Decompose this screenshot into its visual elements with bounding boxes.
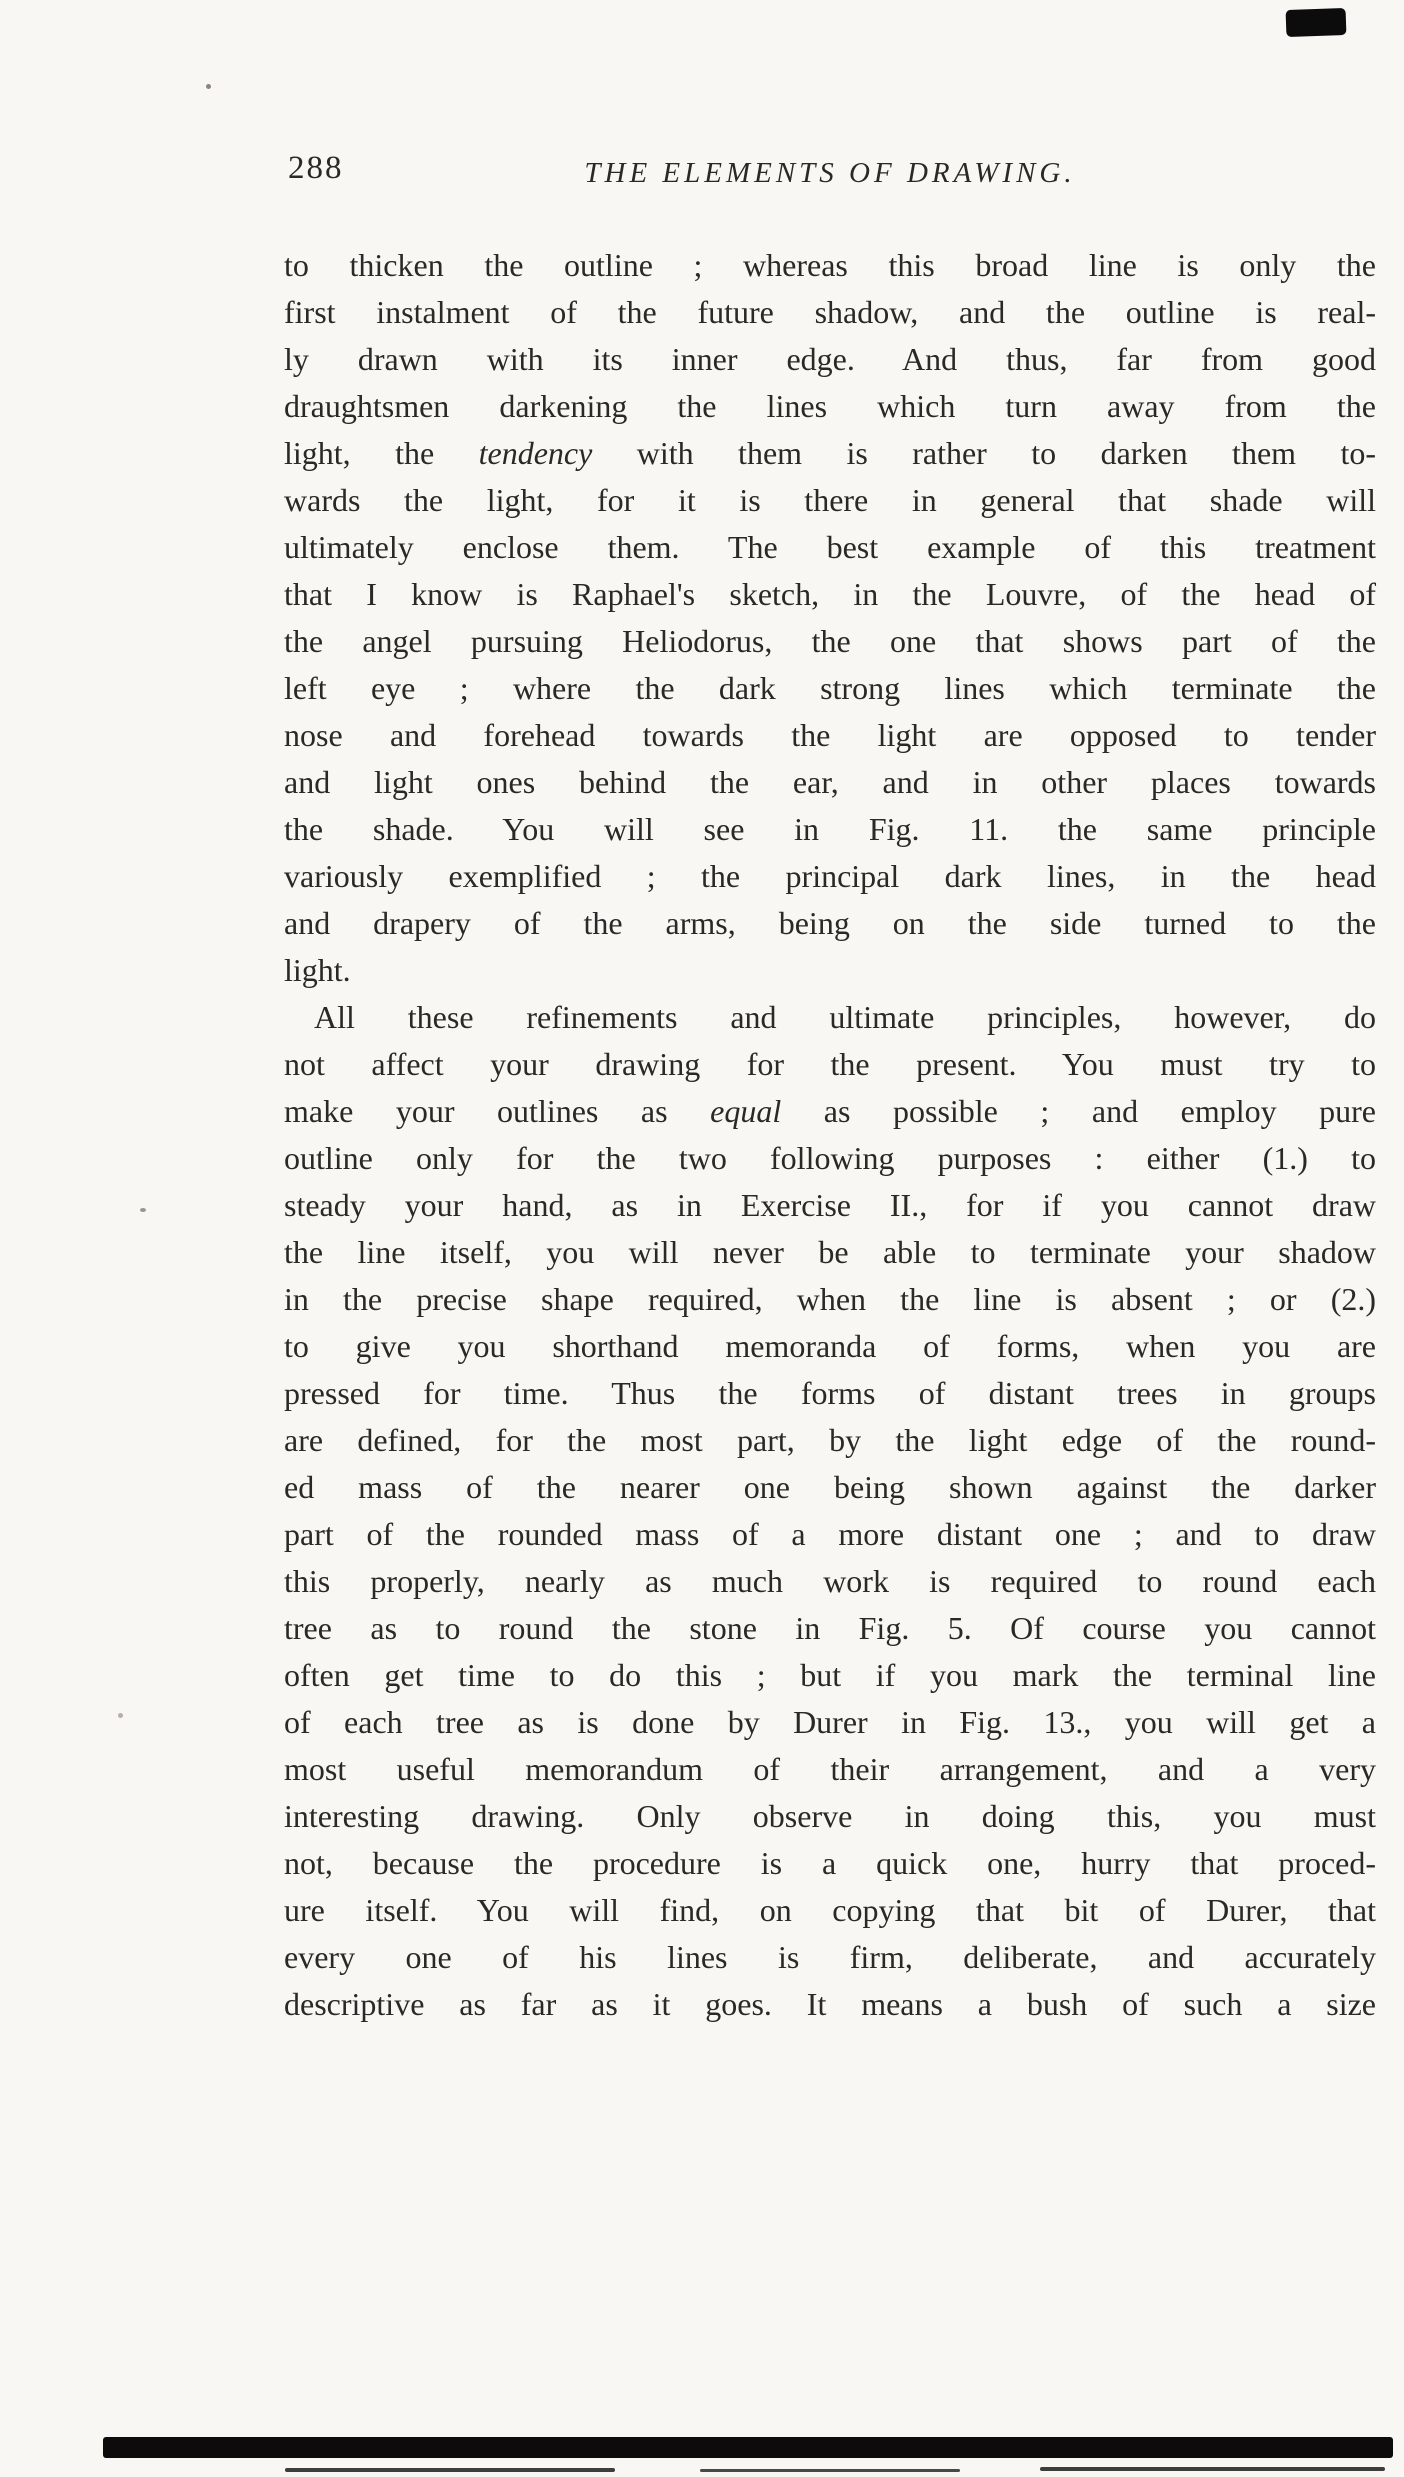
text-segment: outline only for the two following purposes : either (1.) to: [284, 1140, 1376, 1176]
text-line: [284, 1840, 1376, 1887]
text-segment: this properly, nearly as much work is required to round each: [284, 1563, 1376, 1599]
scan-speck: [206, 84, 211, 89]
text-line: [284, 1981, 1376, 2028]
text-line: [284, 1464, 1376, 1511]
text-segment: in the precise shape required, when the line is absent ; or (2.): [284, 1281, 1376, 1317]
text-segment: nose and forehead towards the light are opposed to tender: [284, 717, 1376, 753]
text-line: [284, 1746, 1376, 1793]
text-segment: not affect your drawing for the present. You must try to: [284, 1046, 1376, 1082]
text-line: [284, 759, 1376, 806]
text-segment: pressed for time. Thus the forms of distant trees in groups: [284, 1375, 1376, 1411]
text-line: [284, 1652, 1376, 1699]
text-line: [284, 1182, 1376, 1229]
text-line: [284, 1793, 1376, 1840]
text-segment: ure itself. You will find, on copying that bit of Durer, that: [284, 1892, 1376, 1928]
paragraph: [284, 242, 1376, 994]
text-segment: often get time to do this ; but if you mark the terminal line: [284, 1657, 1376, 1693]
text-segment: left eye ; where the dark strong lines which terminate the: [284, 670, 1376, 706]
text-segment: light, the: [284, 435, 479, 471]
scan-artifact-bottom-line: [285, 2468, 615, 2472]
page-number: 288: [288, 150, 344, 186]
text-line: [284, 947, 1376, 994]
text-segment: most useful memorandum of their arrangement, and a very: [284, 1751, 1376, 1787]
text-segment: as possible ; and employ pure: [781, 1093, 1377, 1129]
text-segment: every one of his lines is firm, deliberate, and accurately: [284, 1939, 1376, 1975]
scan-artifact-bottom-line: [1040, 2467, 1385, 2471]
text-line: [284, 524, 1376, 571]
text-line: [284, 1934, 1376, 1981]
text-segment: draughtsmen darkening the lines which turn away from the: [284, 388, 1376, 424]
text-segment: make your outlines as: [284, 1093, 711, 1129]
text-segment: interesting drawing. Only observe in doing this, you must: [284, 1798, 1376, 1834]
text-line: [284, 1135, 1376, 1182]
text-line: [284, 1511, 1376, 1558]
text-segment: and drapery of the arms, being on the side turned to the: [284, 905, 1376, 941]
text-line: [284, 994, 1376, 1041]
text-line: [284, 1041, 1376, 1088]
scan-artifact-top-right: [1286, 8, 1347, 37]
scan-artifact-bottom-bar: [103, 2437, 1393, 2458]
running-header: THE ELEMENTS OF DRAWING.: [584, 157, 1076, 189]
emphasized-text: equal: [710, 1093, 782, 1129]
text-segment: first instalment of the future shadow, and the outline is real-: [284, 294, 1376, 330]
text-line: [284, 242, 1376, 289]
text-line: [284, 1323, 1376, 1370]
text-line: [284, 900, 1376, 947]
text-line: [284, 289, 1376, 336]
scan-artifact-bottom-line: [700, 2469, 960, 2472]
text-line: [284, 1229, 1376, 1276]
text-segment: the line itself, you will never be able to terminate your shadow: [284, 1234, 1376, 1270]
text-segment: and light ones behind the ear, and in other places towards: [284, 764, 1376, 800]
text-segment: tree as to round the stone in Fig. 5. Of course you cannot: [284, 1610, 1376, 1646]
text-segment: the angel pursuing Heliodorus, the one that shows part of the: [284, 623, 1376, 659]
scan-speck: [140, 1208, 146, 1212]
text-line: [284, 571, 1376, 618]
text-segment: not, because the procedure is a quick one, hurry that proced-: [284, 1845, 1376, 1881]
text-line: [284, 383, 1376, 430]
text-line: [284, 336, 1376, 383]
text-line: [284, 1699, 1376, 1746]
text-line: [284, 1276, 1376, 1323]
text-line: [284, 1558, 1376, 1605]
text-line: [284, 665, 1376, 712]
text-segment: part of the rounded mass of a more distant one ; and to draw: [284, 1516, 1376, 1552]
text-segment: to thicken the outline ; whereas this broad line is only the: [284, 247, 1376, 283]
text-line: [284, 853, 1376, 900]
text-segment: descriptive as far as it goes. It means a bush of such a size: [284, 1986, 1376, 2022]
text-line: [284, 806, 1376, 853]
text-segment: All these refinements and ultimate principles, however, do: [314, 999, 1376, 1035]
text-segment: of each tree as is done by Durer in Fig. 13., you will get a: [284, 1704, 1376, 1740]
text-line: [284, 430, 1376, 477]
scan-speck: [118, 1713, 123, 1718]
paragraph: [284, 994, 1376, 2028]
emphasized-text: tendency: [478, 435, 593, 471]
text-line: [284, 1370, 1376, 1417]
text-line: [284, 1417, 1376, 1464]
text-segment: ultimately enclose them. The best example of this treatment: [284, 529, 1376, 565]
text-segment: that I know is Raphael's sketch, in the Louvre, of the head of: [284, 576, 1376, 612]
text-line: [284, 1887, 1376, 1934]
text-line: [284, 618, 1376, 665]
text-segment: are defined, for the most part, by the light edge of the round-: [284, 1422, 1376, 1458]
text-block: [284, 242, 1376, 2028]
text-segment: variously exemplified ; the principal dark lines, in the head: [284, 858, 1376, 894]
text-line: [284, 1605, 1376, 1652]
text-segment: steady your hand, as in Exercise II., for if you cannot draw: [284, 1187, 1376, 1223]
text-segment: the shade. You will see in Fig. 11. the same principle: [284, 811, 1376, 847]
text-segment: wards the light, for it is there in general that shade will: [284, 482, 1376, 518]
text-segment: ed mass of the nearer one being shown against the darker: [284, 1469, 1376, 1505]
text-line: [284, 477, 1376, 524]
text-line: [284, 712, 1376, 759]
text-segment: ly drawn with its inner edge. And thus, far from good: [284, 341, 1376, 377]
text-segment: with them is rather to darken them to-: [592, 435, 1376, 471]
text-line: [284, 1088, 1376, 1135]
text-segment: light.: [284, 952, 351, 988]
text-segment: to give you shorthand memoranda of forms, when you are: [284, 1328, 1376, 1364]
